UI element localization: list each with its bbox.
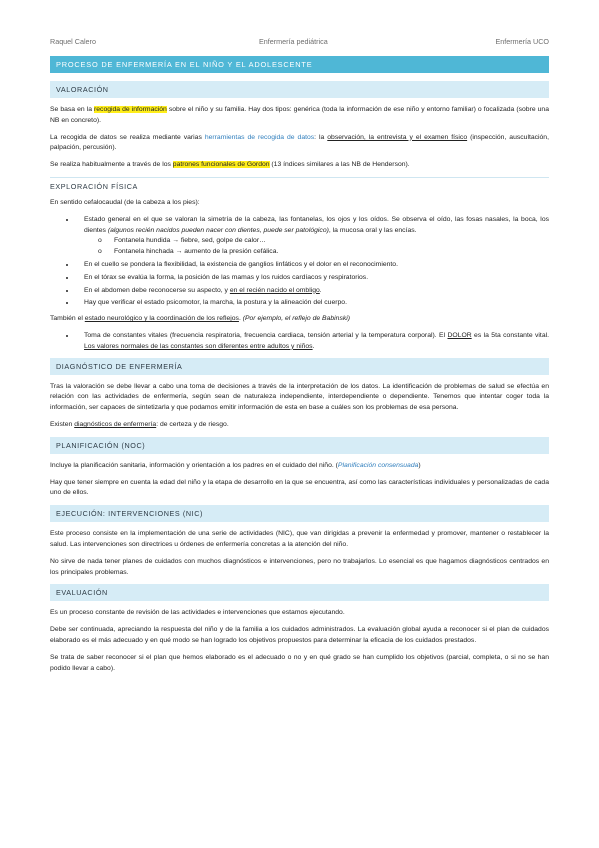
header-university: Enfermería UCO bbox=[495, 37, 549, 46]
document-title: PROCESO DE ENFERMERÍA EN EL NIÑO Y EL ADOLESCENTE bbox=[50, 56, 549, 73]
ejecucion-paragraph-1: Este proceso consiste en la implementación de una serie de actividades (NIC), que van dirigidas a prevenir la enfermedad y promover, mantener o restablecer la salud. Las intervenciones son directrices u órdenes de enfermería concretas a la atención del niño. bbox=[50, 530, 549, 548]
list-item: • Toma de constantes vitales (frecuencia respiratoria, frecuencia cardiaca, tensión arterial y la temperatura corporal). El DOLOR es la 5ta constante vital. Los valores normales de las constantes son diferentes entre adultos y niños. bbox=[76, 331, 549, 353]
term-herramientas: herramientas de recogida de datos bbox=[204, 133, 315, 141]
planificacion-paragraph-1: Incluye la planificación sanitaria, información y orientación a los padres en el cuidado del niño. (Planificación consensuada) bbox=[50, 461, 421, 469]
planificacion-paragraph-2: Hay que tener siempre en cuenta la edad del niño y la etapa de desarrollo en la que se encuentra, así como las características individuales y personalizadas de cada uno de ellos. bbox=[50, 478, 549, 497]
evaluacion-paragraph-2: Debe ser continuada, apreciando la respuesta del niño y de la familia a los cuidados administrados. La evaluación global ayuda a reconocer si el plan de cuidados elaborado es el más adecuado y en qué modo se han logrado los objetivos propuestos para determinar la eficacia de los cuidados prestados. bbox=[50, 626, 549, 644]
exploracion-intro: En sentido cefalocaudal (de la cabeza a los pies): bbox=[50, 198, 200, 206]
exploracion-list bbox=[50, 215, 549, 309]
term-planificacion-consensuada: Planificación consensuada bbox=[337, 461, 419, 469]
subsection-heading-exploracion: EXPLORACIÓN FÍSICA bbox=[50, 177, 549, 194]
valoracion-paragraph-2: La recogida de datos se realiza mediante varias herramientas de recogida de datos: la observación, la entrevista y el examen físico (inspección, auscultación, palpación, percusión). bbox=[50, 133, 549, 152]
valoracion-paragraph-1: Se basa en la recogida de información sobre el niño y su familia. Hay dos tipos: genérica (toda la información de ese niño y entorno familiar) o focalizada (sobre una NB en concreto). bbox=[50, 106, 549, 124]
list-item: • Hay que verificar el estado psicomotor, la marcha, la postura y la alineación del cuerpo. bbox=[76, 298, 549, 309]
header-author: Raquel Calero bbox=[50, 37, 96, 46]
evaluacion-paragraph-1: Es un proceso constante de revisión de las actividades e intervenciones que estamos ejecutando. bbox=[50, 609, 345, 617]
highlight-gordon: patrones funcionales de Gordon bbox=[172, 161, 270, 169]
diagnostico-paragraph-1: Tras la valoración se debe llevar a cabo una toma de decisiones a través de la interpretación de los datos. La identificación de problemas de salud se efectúa en relación con las actividades de enfermería, según sean de naturaleza independiente, interdependiente o dependiente. Tenemos que intentar coger toda la información, ser capaces de sintetizarla y que podamos emitir información de esta en base a cuáles son los problemas de esa persona. bbox=[50, 382, 549, 412]
section-heading-evaluacion: EVALUACIÓN bbox=[50, 584, 549, 601]
list-item: • Estado general en el que se valoran la simetría de la cabeza, las fontanelas, los ojos y los oídos. Se observa el oído, las fosas nasales, la boca, los dientes (algunos recién nacidos pueden nacer con dientes, puede ser patológico), la mucosa oral y las encías. o Fontanela hundida → fiebre, sed, golpe de calor… o Fontanela hinchada → aumento de la presión cefálica. bbox=[76, 215, 549, 258]
section-heading-diagnostico: DIAGNÓSTICO DE ENFERMERÍA bbox=[50, 358, 549, 375]
section-heading-valoracion: VALORACIÓN bbox=[50, 81, 549, 98]
highlight-recogida: recogida de información bbox=[94, 106, 167, 113]
section-heading-ejecucion: EJECUCIÓN: INTERVENCIONES (NIC) bbox=[50, 505, 549, 522]
sub-list-item: o Fontanela hundida → fiebre, sed, golpe de calor… bbox=[98, 237, 266, 245]
constantes-list bbox=[50, 331, 549, 353]
list-item: • En el cuello se pondera la flexibilidad, la existencia de ganglios linfáticos y el dolor en el reconocimiento. bbox=[76, 260, 549, 271]
list-item: • En el tórax se evalúa la forma, la posición de las mamas y los ruidos cardíacos y respiratorios. bbox=[76, 273, 549, 284]
exploracion-neurologico: También el estado neurológico y la coordinación de los reflejos. (Por ejemplo, el reflejo de Babinski) bbox=[50, 315, 351, 323]
list-item: • En el abdomen debe reconocerse su aspecto, y en el recién nacido el ombligo. bbox=[76, 286, 549, 297]
document-body bbox=[50, 56, 549, 680]
fontanela-sublist bbox=[84, 236, 549, 258]
header-subject: Enfermería pediátrica bbox=[259, 37, 328, 46]
page-header bbox=[50, 37, 549, 49]
diagnostico-paragraph-2: Existen diagnósticos de enfermería: de certeza y de riesgo. bbox=[50, 420, 229, 428]
underlined-observacion: observación, la entrevista y el examen físico bbox=[327, 133, 468, 141]
valoracion-paragraph-3: Se realiza habitualmente a través de los patrones funcionales de Gordon (13 índices similares a las NB de Henderson). bbox=[50, 161, 410, 169]
sub-list-item: o Fontanela hinchada → aumento de la presión cefálica. bbox=[98, 248, 279, 256]
ejecucion-paragraph-2: No sirve de nada tener planes de cuidados con muchos diagnósticos e intervenciones, pero no trabajarlos. Lo esencial es que hagamos diagnósticos centrados en los principales problemas. bbox=[50, 557, 549, 576]
evaluacion-paragraph-3: Se trata de saber reconocer si el plan que hemos elaborado es el adecuado o no y en qué grado se han cumplido los objetivos (parcial, completa, o si no se han podido llevar a cabo). bbox=[50, 653, 549, 672]
section-heading-planificacion: PLANIFICACIÓN (NOC) bbox=[50, 437, 549, 454]
